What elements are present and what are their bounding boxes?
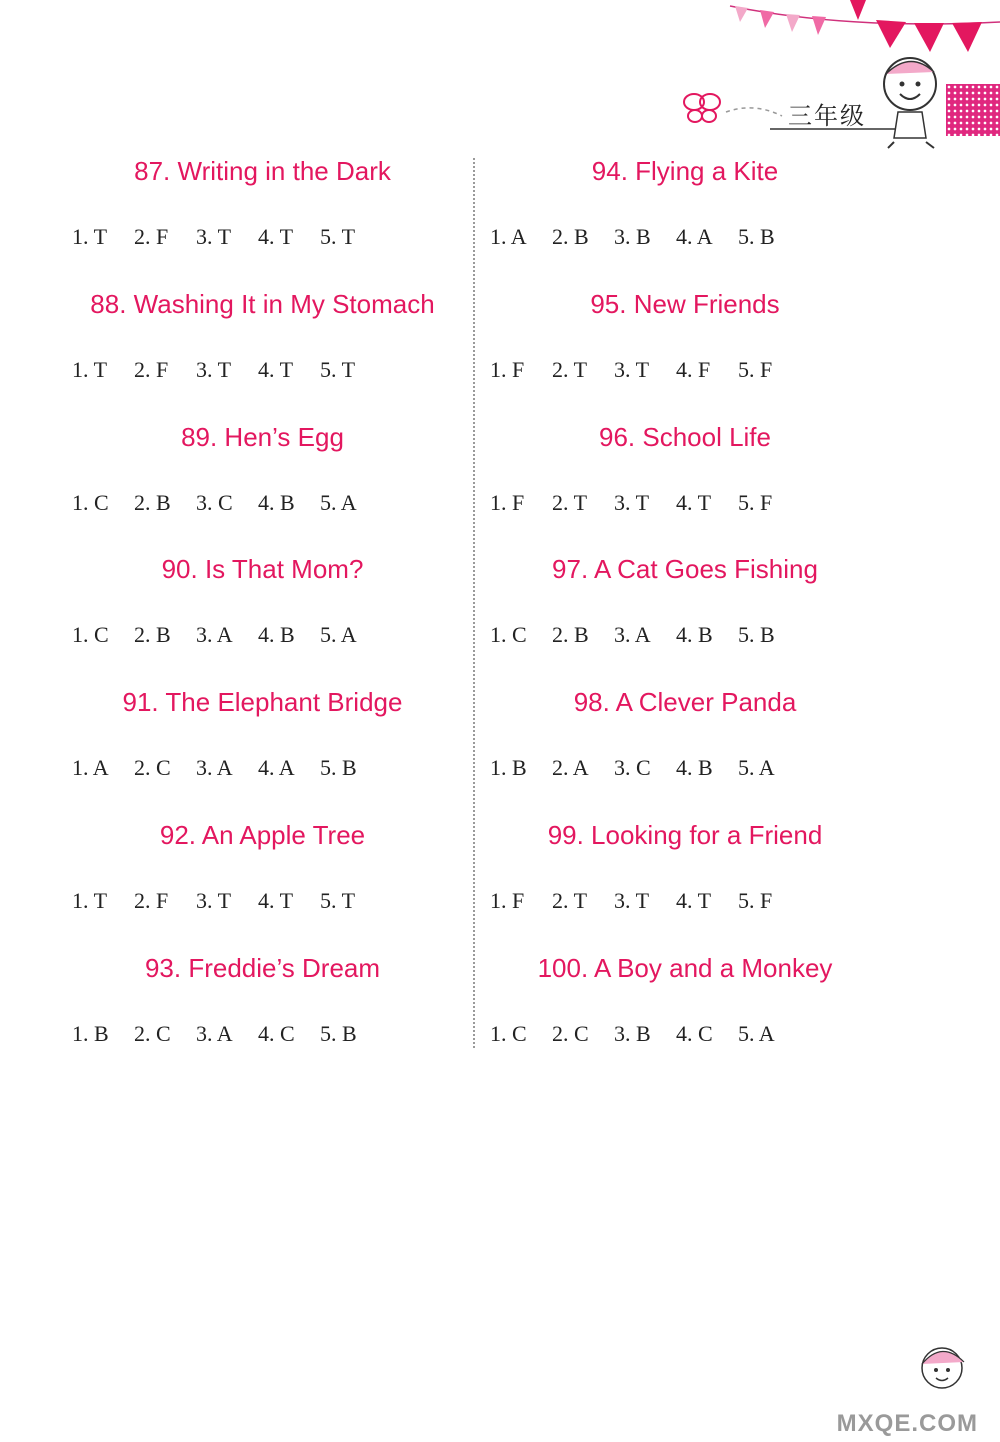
answer: 2. T <box>552 356 588 382</box>
answer: 2. A <box>552 755 589 781</box>
answer-row <box>490 224 800 250</box>
answer: 1. B <box>490 755 527 781</box>
answer: 2. B <box>134 489 171 515</box>
unit-95 <box>480 283 890 416</box>
unit-94 <box>480 150 890 283</box>
answer: 4. T <box>676 887 712 913</box>
answer: 1. T <box>72 887 108 913</box>
answer: 5. A <box>738 755 775 781</box>
answer: 5. A <box>320 622 357 648</box>
answer: 3. C <box>614 755 651 781</box>
answer-row <box>72 755 382 781</box>
unit-title: 88. Washing It in My Stomach <box>90 288 435 319</box>
unit-93 <box>60 947 470 1080</box>
unit-90 <box>60 548 470 681</box>
answer: 4. B <box>676 755 713 781</box>
answer: 3. A <box>196 622 233 648</box>
answer: 2. B <box>552 622 589 648</box>
answer: 1. A <box>72 755 109 781</box>
answer: 4. C <box>676 1020 713 1046</box>
answer: 4. T <box>258 224 294 249</box>
answer-row <box>490 1021 800 1047</box>
unit-title: 93. Freddie’s Dream <box>144 952 381 983</box>
unit-title: 100. A Boy and a Monkey <box>537 952 833 983</box>
answer: 4. B <box>258 489 295 515</box>
column-divider <box>473 158 475 1048</box>
answer: 5. T <box>320 224 356 249</box>
dashed-trail-icon <box>724 102 784 122</box>
unit-99 <box>480 814 890 947</box>
answer: 2. C <box>134 1020 171 1046</box>
answer-row <box>490 888 800 914</box>
left-column <box>60 150 470 1080</box>
answer: 5. A <box>320 489 357 515</box>
answer: 3. T <box>614 489 650 515</box>
answer: 1. C <box>490 622 527 648</box>
answer: 5. F <box>738 887 773 913</box>
unit-96 <box>480 416 890 549</box>
answer-row <box>72 1021 382 1047</box>
answer: 2. F <box>134 356 169 382</box>
answer: 1. F <box>490 887 525 913</box>
answer: 4. A <box>258 755 295 781</box>
answer-row <box>490 755 800 781</box>
unit-title: 96. School Life <box>598 421 771 452</box>
answer: 1. F <box>490 356 525 382</box>
answer-row <box>72 224 382 250</box>
answer: 5. B <box>320 755 357 781</box>
bunting-decoration <box>0 0 1000 80</box>
answer: 1. C <box>72 489 109 515</box>
unit-title: 95. New Friends <box>590 288 780 319</box>
answer-row <box>490 490 800 516</box>
boy-mascot-icon <box>872 50 952 150</box>
answer: 4. T <box>676 489 712 515</box>
answer-row <box>490 357 800 383</box>
answer: 5. T <box>320 887 356 913</box>
answer: 4. A <box>676 224 713 249</box>
answer: 2. B <box>134 622 171 648</box>
answer: 2. F <box>134 224 169 249</box>
unit-89 <box>60 416 470 549</box>
answer: 1. C <box>72 622 109 648</box>
answer: 2. B <box>552 224 589 249</box>
grade-label: 三年级 <box>788 102 866 130</box>
answer: 3. T <box>196 356 232 382</box>
answer: 4. F <box>676 356 711 382</box>
answer: 5. T <box>320 356 356 382</box>
answer: 5. F <box>738 356 773 382</box>
answer-row <box>72 490 382 516</box>
answer: 3. C <box>196 489 233 515</box>
answer: 2. F <box>134 887 169 913</box>
answer: 5. F <box>738 489 773 515</box>
answer: 1. T <box>72 224 108 249</box>
watermark-text: MXQE.COM <box>836 1410 978 1437</box>
answer: 3. T <box>614 887 650 913</box>
answer: 3. T <box>196 887 232 913</box>
answer: 1. A <box>490 224 527 249</box>
answer: 4. B <box>258 622 295 648</box>
unit-title: 92. An Apple Tree <box>159 819 366 850</box>
unit-100 <box>480 947 890 1080</box>
answer: 2. C <box>552 1020 589 1046</box>
unit-title: 87. Writing in the Dark <box>134 156 391 186</box>
right-column <box>480 150 890 1080</box>
answer: 3. A <box>196 755 233 781</box>
answer: 5. B <box>738 622 775 648</box>
answer: 2. T <box>552 489 588 515</box>
unit-title: 94. Flying a Kite <box>591 156 779 186</box>
unit-title: 97. A Cat Goes Fishing <box>552 554 818 585</box>
dot-grid-decoration <box>946 84 1000 136</box>
answer: 3. T <box>196 224 232 249</box>
unit-87 <box>60 150 470 283</box>
unit-title: 98. A Clever Panda <box>573 687 797 718</box>
unit-title: 91. The Elephant Bridge <box>122 687 403 718</box>
answer-row <box>490 622 800 648</box>
unit-92 <box>60 814 470 947</box>
answer: 5. B <box>320 1020 357 1046</box>
answer: 1. F <box>490 489 525 515</box>
answer: 5. A <box>738 1020 775 1046</box>
answer: 3. B <box>614 1020 651 1046</box>
answer: 4. T <box>258 356 294 382</box>
answer: 1. C <box>490 1020 527 1046</box>
unit-title: 99. Looking for a Friend <box>547 819 823 850</box>
answer: 3. T <box>614 356 650 382</box>
unit-97 <box>480 548 890 681</box>
unit-title: 90. Is That Mom? <box>161 554 364 585</box>
unit-98 <box>480 681 890 814</box>
answer: 3. A <box>196 1020 233 1046</box>
answer: 3. A <box>614 622 651 648</box>
unit-title: 89. Hen’s Egg <box>181 421 344 452</box>
unit-88 <box>60 283 470 416</box>
answer: 5. B <box>738 224 775 249</box>
answer-row <box>72 622 382 648</box>
answer-row <box>72 357 382 383</box>
answer: 4. C <box>258 1020 295 1046</box>
answer: 3. B <box>614 224 651 249</box>
answer: 1. B <box>72 1020 109 1046</box>
unit-91 <box>60 681 470 814</box>
answer: 2. T <box>552 887 588 913</box>
answer: 4. B <box>676 622 713 648</box>
butterfly-icon <box>682 92 722 126</box>
girl-mascot-icon <box>892 1334 982 1414</box>
answer: 2. C <box>134 755 171 781</box>
answer: 4. T <box>258 887 294 913</box>
answer-row <box>72 888 382 914</box>
answer: 1. T <box>72 356 108 382</box>
